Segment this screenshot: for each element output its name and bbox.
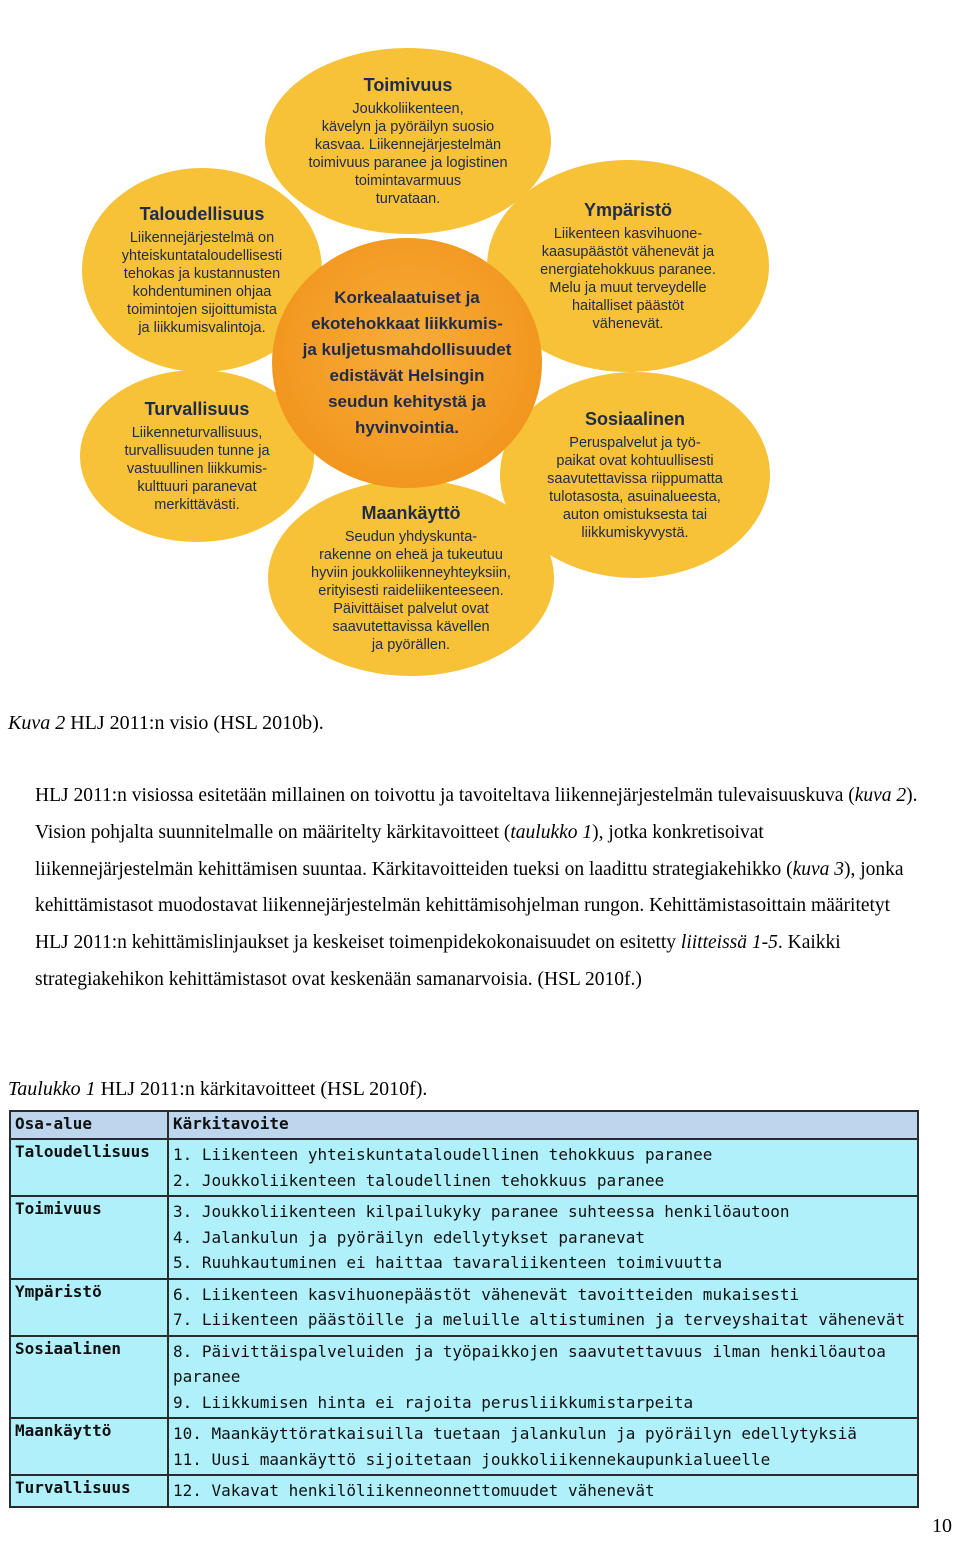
table-header-row xyxy=(10,1111,918,1139)
petal-maankaytto xyxy=(268,480,554,676)
table-row xyxy=(10,1279,918,1336)
petal-text: Seudun yhdyskunta- rakenne on eheä ja tukeutuu hyviin joukkoliikenneyhteyksiin, erityisesti raideliikenteeseen. Päivittäiset palvelut ovat saavutettavissa kävellen ja pyörällen. xyxy=(311,528,511,653)
paragraph-text: ), jonka kehittämistasot muodostavat liikennejärjestelmän kehittämisohjelman rungon. Kehittämistasoittain määritetyt HLJ 2011:n kehittämislinjaukset ja keskeiset toimenpidekokonaisuudet on esitetty xyxy=(35,858,904,954)
paragraph-ref: taulukko 1 xyxy=(510,821,593,843)
header-goal: Kärkitavoite xyxy=(168,1111,918,1139)
petal-text: Joukkoliikenteen, kävelyn ja pyöräilyn suosio kasvaa. Liikennejärjestelmän toimivuus paranee ja logistinen toimintavarmuus turvataan. xyxy=(308,100,508,207)
table-row xyxy=(10,1475,918,1507)
header-area: Osa-alue xyxy=(10,1111,168,1139)
goal-item: 1. Liikenteen yhteiskuntataloudellinen tehokkuus paranee xyxy=(173,1145,713,1164)
goal-item: 6. Liikenteen kasvihuonepäästöt vähenevät tavoitteiden mukaisesti xyxy=(173,1284,800,1304)
row-area: Maankäyttö xyxy=(10,1418,168,1475)
goal-item: 4. Jalankulun ja pyöräilyn edellytykset paranevat xyxy=(173,1227,646,1247)
page-number: 10 xyxy=(932,1515,952,1537)
goal-item: 10. Maankäyttöratkaisuilla tuetaan jalankulun ja pyöräilyn edellytyksiä xyxy=(173,1424,857,1443)
row-goals xyxy=(168,1475,918,1507)
row-goals xyxy=(168,1336,918,1419)
row-goals xyxy=(168,1196,918,1279)
row-goals xyxy=(168,1279,918,1336)
row-area: Ympäristö xyxy=(10,1279,168,1336)
petal-text: Liikenteen kasvihuone- kaasupäästöt vähenevät ja energiatehokkuus paranee. Melu ja muut terveydelle haitalliset päästöt vähenevät. xyxy=(540,225,716,332)
goal-item: 7. Liikenteen päästöille ja meluille altistuminen ja terveyshaitat vähenevät xyxy=(173,1310,906,1329)
petal-toimivuus xyxy=(265,48,551,234)
row-area: Sosiaalinen xyxy=(10,1336,168,1419)
paragraph-text: ), jotka konkretisoivat liikennejärjestelmän kehittämisen suuntaa. Kärkitavoitteiden tueksi on laadittu strategiakehikko ( xyxy=(35,821,793,880)
petal-title: Maankäyttö xyxy=(361,502,461,523)
goal-item: 8. Päivittäispalveluiden ja työpaikkojen saavutettavuus ilman henkilöautoa paranee xyxy=(173,1341,886,1386)
row-area: Toimivuus xyxy=(10,1196,168,1279)
body-paragraph xyxy=(35,778,925,999)
petal-title: Turvallisuus xyxy=(144,398,250,419)
goal-item: 12. Vakavat henkilöliikenneonnettomuudet vähenevät xyxy=(173,1481,655,1500)
table-row xyxy=(10,1418,918,1475)
paragraph-ref: kuva 3 xyxy=(792,858,845,880)
petal-text: Liikenneturvallisuus, turvallisuuden tunne ja vastuullinen liikkumis- kulttuuri paranevat merkittävästi. xyxy=(124,424,270,513)
goal-item: 11. Uusi maankäyttö sijoitetaan joukkoliikennekaupunkialueelle xyxy=(173,1449,771,1469)
paragraph-text: . Kaikki strategiakehikon kehittämistasot ovat keskenään samanarvoisia. (HSL 2010f.) xyxy=(35,932,841,990)
goal-item: 9. Liikkumisen hinta ei rajoita perusliikkumistarpeita xyxy=(173,1392,694,1412)
row-goals xyxy=(168,1418,918,1475)
row-area: Turvallisuus xyxy=(10,1475,168,1507)
table-caption-label: Taulukko 1 xyxy=(8,1078,96,1100)
petal-title: Taloudellisuus xyxy=(139,203,265,224)
petal-text: Liikennejärjestelmä on yhteiskuntataloudellisesti tehokas ja kustannusten kohdentuminen ohjaa toimintojen sijoittumista ja liikkumisvalintoja. xyxy=(121,229,283,336)
row-goals xyxy=(168,1139,918,1196)
table-row xyxy=(10,1336,918,1419)
petal-title: Ympäristö xyxy=(583,199,673,220)
vision-center xyxy=(272,238,542,488)
paragraph-text: HLJ 2011:n visiossa esitetään millainen on toivottu ja tavoiteltava liikennejärjestelmän tulevaisuuskuva ( xyxy=(35,785,855,806)
goals-table xyxy=(9,1110,919,1508)
petal-title: Toimivuus xyxy=(363,74,453,95)
goal-item: 3. Joukkoliikenteen kilpailukyky paranee suhteessa henkilöautoon xyxy=(173,1202,790,1221)
petal-text: Peruspalvelut ja työ- paikat ovat kohtuullisesti saavutettavissa riippumatta tulotasosta, asuinalueesta, auton omistuksesta tai liikkumiskyvystä. xyxy=(547,434,723,541)
row-area: Taloudellisuus xyxy=(10,1139,168,1196)
table-row xyxy=(10,1196,918,1279)
petal-title: Sosiaalinen xyxy=(584,408,686,429)
table-caption-text: HLJ 2011:n kärkitavoitteet (HSL 2010f). xyxy=(95,1078,428,1100)
paragraph-ref: liitteissä 1-5 xyxy=(680,932,778,954)
vision-diagram xyxy=(0,0,960,700)
figure-caption-text: HLJ 2011:n visio (HSL 2010b). xyxy=(65,712,324,734)
goal-item: 2. Joukkoliikenteen taloudellinen tehokkuus paranee xyxy=(173,1170,665,1190)
paragraph-ref: kuva 2 xyxy=(854,785,907,806)
table-caption xyxy=(8,1078,427,1101)
table-row xyxy=(10,1139,918,1196)
vision-center-text: Korkealaatuiset ja ekotehokkaat liikkumis- ja kuljetusmahdollisuudet edistävät Helsingin seudun kehitystä ja hyvinvointia. xyxy=(302,288,512,437)
paragraph-text: ). Vision pohjalta suunnitelmalle on määritelty kärkitavoitteet ( xyxy=(35,785,918,843)
figure-caption-label: Kuva 2 xyxy=(8,712,66,734)
figure-caption xyxy=(8,712,324,735)
goal-item: 5. Ruuhkautuminen ei haittaa tavaraliikenteen toimivuutta xyxy=(173,1253,723,1272)
